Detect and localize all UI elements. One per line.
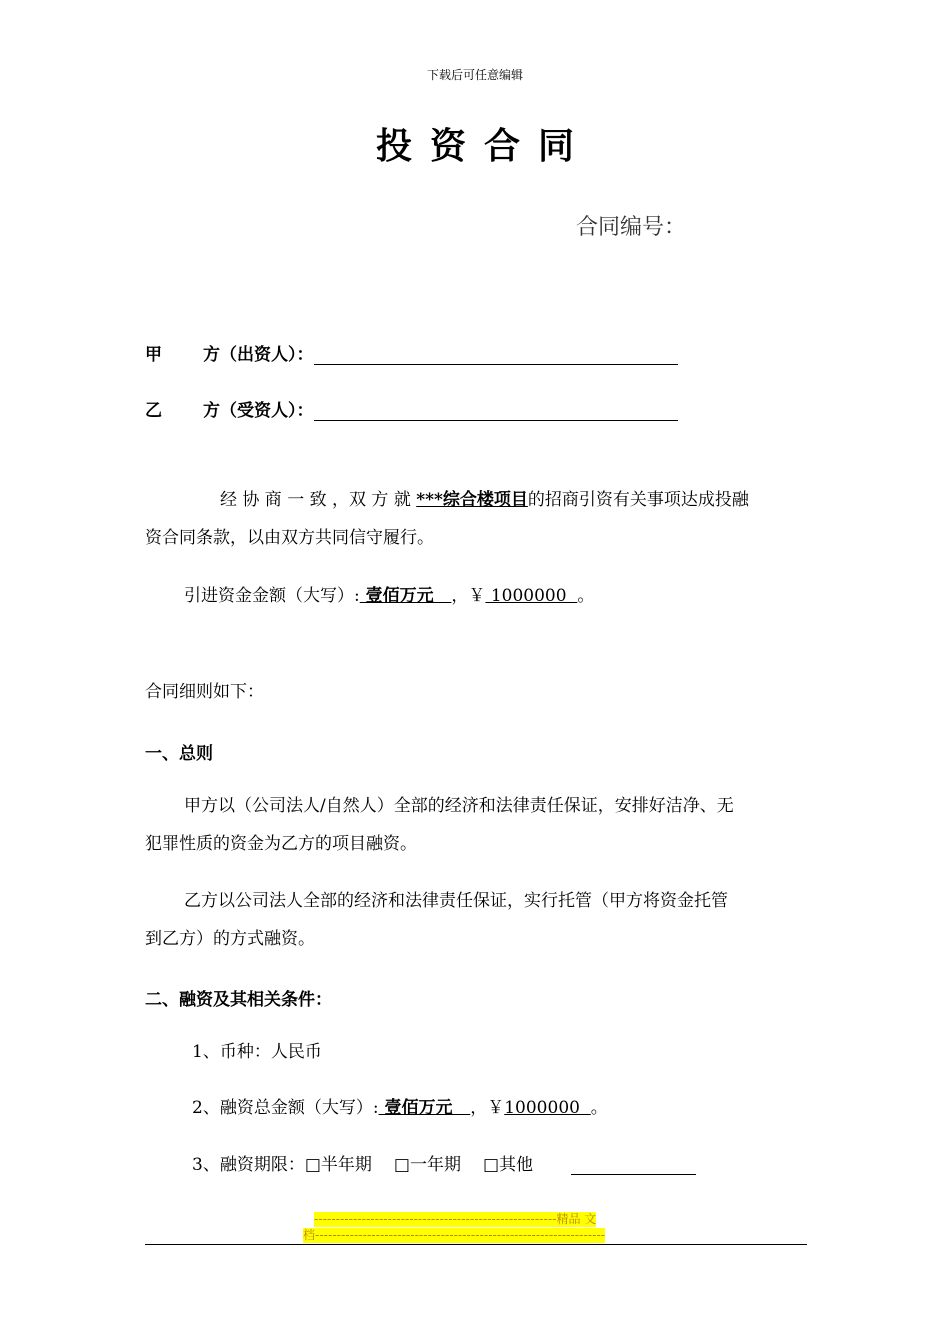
item3-label: 3、融资期限：	[192, 1155, 305, 1175]
intro-lead: 经 协 商 一 致 ，双 方 就	[220, 490, 417, 510]
section-2-item-3	[192, 1155, 696, 1175]
other-term-blank[interactable]	[571, 1156, 696, 1175]
intro-line-1	[220, 490, 749, 510]
checkbox-half-year[interactable]: □半年期	[304, 1155, 372, 1175]
amount-end: 。	[577, 586, 595, 606]
section-1-title: 一、总则	[145, 744, 213, 764]
checkbox-other[interactable]: □其他	[482, 1155, 534, 1175]
intro-line-2: 资合同条款，以由双方共同信守履行。	[145, 528, 434, 548]
section-1-p2-line2: 到乙方）的方式融资。	[145, 929, 315, 949]
footer-rule	[145, 1244, 807, 1245]
amount-upper: 壹佰万元	[359, 586, 452, 606]
item2-number: 1000000	[504, 1098, 591, 1118]
party-b-name: 乙	[145, 401, 162, 421]
section-2-title: 二、融资及其相关条件：	[145, 990, 332, 1010]
party-b-suffix: 方（受资人）：	[203, 401, 314, 421]
header-note: 下载后可任意编辑	[426, 68, 523, 82]
details-label: 合同细则如下：	[145, 682, 264, 702]
amount-sep: ，￥	[451, 586, 486, 606]
item2-upper: 壹佰万元	[378, 1098, 471, 1118]
party-a-row	[145, 340, 678, 365]
footer-line-2: 档-------------------------------------------------------------------	[303, 1228, 606, 1242]
document-title: 投资合同	[375, 125, 592, 167]
party-a-suffix: 方（出资人）：	[203, 345, 314, 365]
item2-sep: ，￥	[470, 1098, 505, 1118]
party-a-blank-line[interactable]	[314, 344, 678, 365]
section-1-p2-line1: 乙方以公司法人全部的经济和法律责任保证，实行托管（甲方将资金托管	[184, 891, 728, 911]
amount-row	[184, 586, 594, 606]
contract-number-label: 合同编号：	[576, 215, 687, 240]
project-name: ***综合楼项目	[416, 490, 528, 510]
party-b-row	[145, 396, 678, 421]
section-1-p1-line1: 甲方以（公司法人/自然人）全部的经济和法律责任保证，安排好洁净、无	[184, 796, 734, 816]
footer-line-1: --------------------------------------------------------精品 文	[314, 1212, 597, 1226]
party-b-blank-line[interactable]	[314, 400, 678, 421]
item2-end: 。	[590, 1098, 608, 1118]
section-2-item-2	[192, 1098, 608, 1118]
intro-rest: 的招商引资有关事项达成投融	[527, 490, 749, 510]
party-a-name: 甲	[145, 345, 162, 365]
section-1-p1-line2: 犯罪性质的资金为乙方的项目融资。	[145, 834, 417, 854]
amount-number: 1000000	[485, 586, 578, 606]
section-2-item-1: 1、币种：人民币	[192, 1042, 322, 1062]
item2-label: 2、融资总金额（大写）:	[192, 1098, 379, 1118]
amount-label: 引进资金金额（大写）:	[184, 586, 360, 606]
checkbox-one-year[interactable]: □一年期	[393, 1155, 461, 1175]
